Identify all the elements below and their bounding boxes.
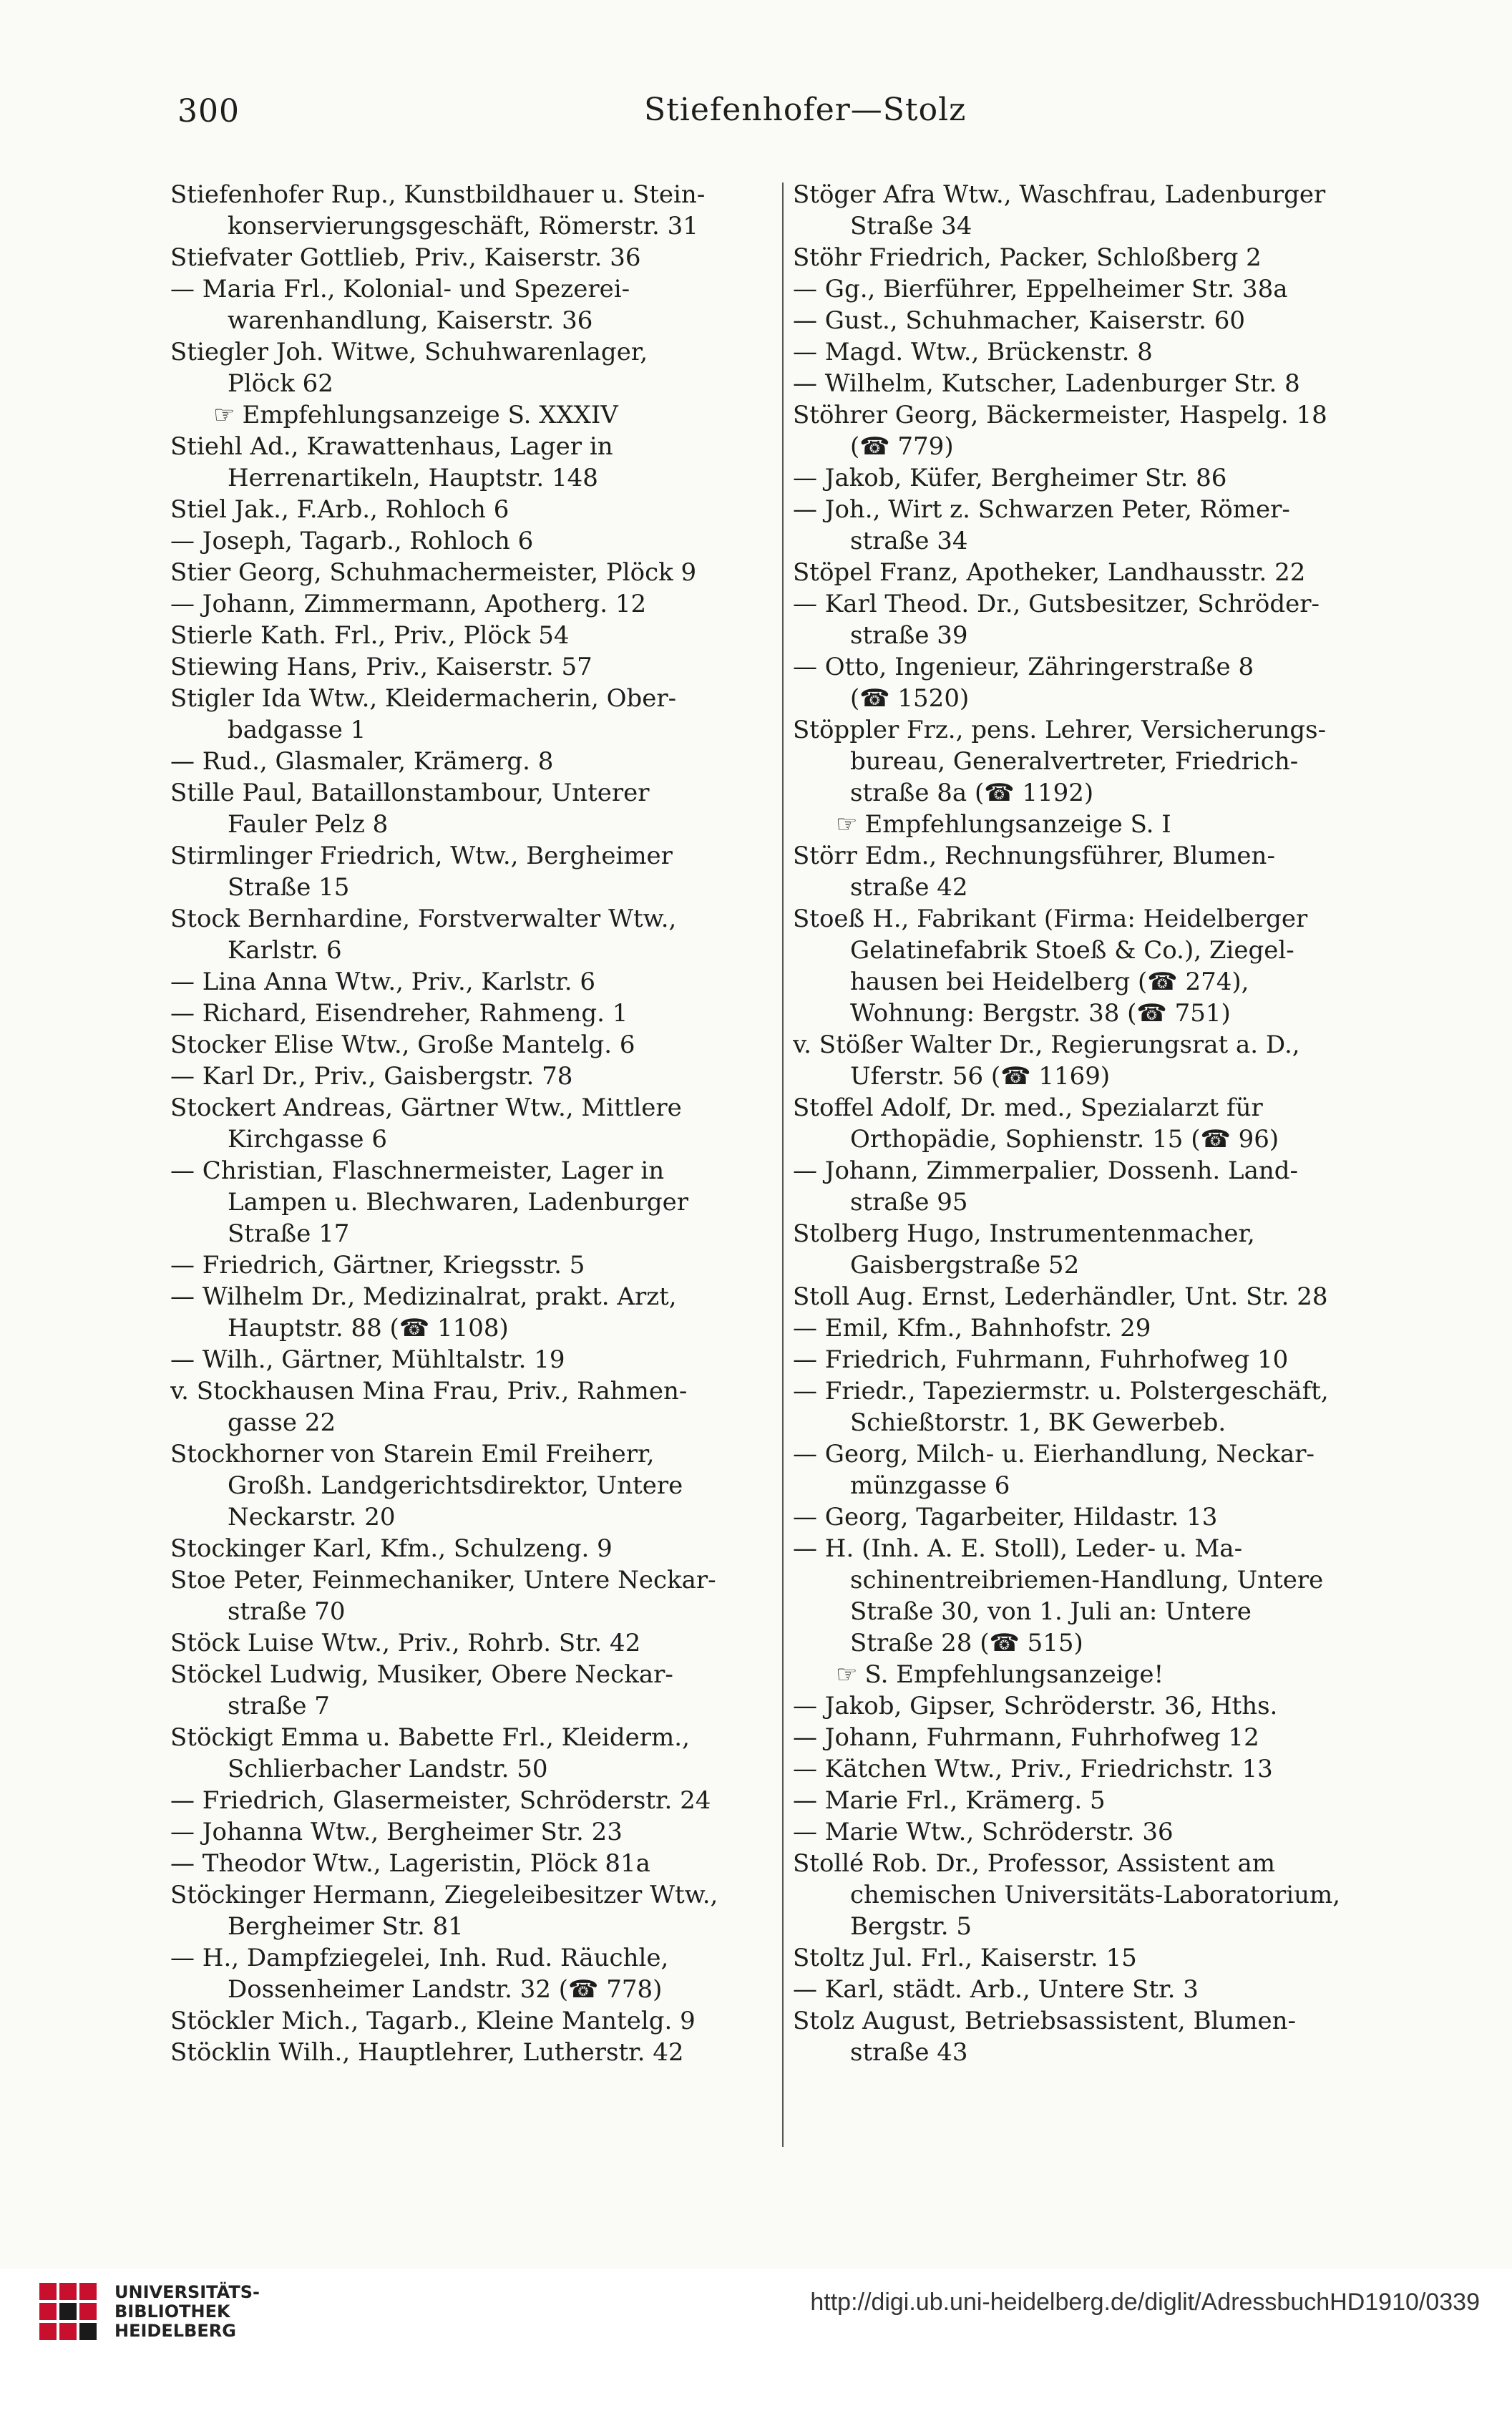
directory-entry-line (793, 399, 1398, 431)
directory-entry-line (170, 809, 775, 840)
entry-text: — Jakob, Gipser, Schröderstr. 36, Hths. (793, 1692, 1278, 1720)
directory-entry-line (793, 966, 1398, 998)
entry-text: Straße 15 (228, 873, 350, 902)
directory-entry-line (170, 1722, 775, 1753)
entry-text: Stiegler Joh. Witwe, Schuhwarenlager, (170, 338, 648, 366)
entry-text: — Joseph, Tagarb., Rohloch 6 (170, 527, 534, 555)
directory-entry-line (170, 1344, 775, 1375)
source-url-link[interactable]: http://digi.ub.uni-heidelberg.de/diglit/AdressbuchHD1910/0339 (810, 2289, 1480, 2316)
library-name-line: HEIDELBERG (114, 2321, 236, 2341)
entry-text: Stigler Ida Wtw., Kleidermacherin, Ober- (170, 684, 677, 713)
entry-text: — Georg, Milch- u. Eierhandlung, Neckar- (793, 1440, 1315, 1468)
entry-text: Stoeß H., Fabrikant (Firma: Heidelberger (793, 905, 1308, 933)
directory-entry-line (793, 1596, 1398, 1627)
directory-entry-line (170, 935, 775, 966)
entry-text: — Friedrich, Glasermeister, Schröderstr. 24 (170, 1786, 711, 1815)
entry-text: straße 8a (☎ 1192) (850, 779, 1094, 807)
directory-entry-line (170, 777, 775, 809)
entry-text: Empfehlungsanzeige S. I (864, 810, 1171, 839)
directory-entry-line (170, 1218, 775, 1249)
directory-entry-line (170, 1092, 775, 1124)
entry-text: — Richard, Eisendreher, Rahmeng. 1 (170, 999, 628, 1028)
entry-text: — Otto, Ingenieur, Zähringerstraße 8 (793, 653, 1254, 681)
entry-text: — Lina Anna Wtw., Priv., Karlstr. 6 (170, 968, 596, 996)
directory-entry-line (793, 620, 1398, 651)
entry-text: Stiefenhofer Rup., Kunstbildhauer u. Stein- (170, 180, 706, 209)
page-number: 300 (177, 93, 240, 130)
entry-text: Dossenheimer Landstr. 32 (☎ 778) (228, 1975, 663, 2004)
entry-text: Stierle Kath. Frl., Priv., Plöck 54 (170, 621, 570, 650)
directory-entry-line (793, 1942, 1398, 1974)
entry-text: straße 39 (850, 621, 968, 650)
entry-text: (☎ 779) (850, 432, 954, 461)
entry-text: Stille Paul, Bataillonstambour, Unterer (170, 779, 650, 807)
entry-text: Stocker Elise Wtw., Große Mantelg. 6 (170, 1031, 635, 1059)
entry-text: Stiehl Ad., Krawattenhaus, Lager in (170, 432, 613, 461)
directory-entry-line (170, 1690, 775, 1722)
entry-text: warenhandlung, Kaiserstr. 36 (228, 306, 593, 335)
directory-entry-line (170, 210, 775, 242)
directory-entry-line (793, 1249, 1398, 1281)
entry-text: Stirmlinger Friedrich, Wtw., Bergheimer (170, 842, 673, 870)
entry-text: Stollé Rob. Dr., Professor, Assistent am (793, 1849, 1275, 1878)
directory-entry-line (170, 1785, 775, 1816)
directory-entry-line (170, 1848, 775, 1879)
directory-entry-line (793, 1218, 1398, 1249)
entry-text: — Maria Frl., Kolonial- und Spezerei- (170, 275, 630, 303)
entry-text: straße 7 (228, 1692, 330, 1720)
column-divider (782, 182, 784, 2147)
directory-entry-line (793, 714, 1398, 746)
entry-text: Stolberg Hugo, Instrumentenmacher, (793, 1219, 1255, 1248)
directory-entry-line (170, 1596, 775, 1627)
entry-text: — Friedrich, Fuhrmann, Fuhrhofweg 10 (793, 1345, 1289, 1374)
entry-text: (☎ 1520) (850, 684, 970, 713)
entry-text: Orthopädie, Sophienstr. 15 (☎ 96) (850, 1125, 1279, 1154)
directory-entry-line (793, 431, 1398, 462)
entry-text: v. Stockhausen Mina Frau, Priv., Rahmen- (170, 1377, 688, 1406)
entry-text: — Gust., Schuhmacher, Kaiserstr. 60 (793, 306, 1246, 335)
directory-entry-line (170, 2005, 775, 2037)
entry-text: Stiefvater Gottlieb, Priv., Kaiserstr. 36 (170, 243, 641, 272)
entry-text: — Wilhelm Dr., Medizinalrat, prakt. Arzt, (170, 1282, 677, 1311)
directory-entry-line (170, 1501, 775, 1533)
directory-entry-line (793, 903, 1398, 935)
directory-entry-line (793, 1470, 1398, 1501)
directory-entry-line (170, 1470, 775, 1501)
entry-text: gasse 22 (228, 1408, 336, 1437)
entry-text: Stöhr Friedrich, Packer, Schloßberg 2 (793, 243, 1262, 272)
entry-text: — Marie Wtw., Schröderstr. 36 (793, 1818, 1174, 1846)
directory-entry-line (170, 1155, 775, 1187)
entry-text: Plöck 62 (228, 369, 333, 398)
entry-text: Bergstr. 5 (850, 1912, 972, 1941)
directory-entry-line (170, 1281, 775, 1312)
entry-text: Stier Georg, Schuhmachermeister, Plöck 9 (170, 558, 697, 587)
directory-entry-line (793, 1974, 1398, 2005)
directory-entry-line (793, 273, 1398, 305)
directory-entry-line (170, 1407, 775, 1438)
entry-text: straße 34 (850, 527, 968, 555)
entry-text: Stöpel Franz, Apotheker, Landhausstr. 22 (793, 558, 1306, 587)
entry-text: Stock Bernhardine, Forstverwalter Wtw., (170, 905, 677, 933)
directory-entry-line (170, 242, 775, 273)
entry-text: S. Empfehlungsanzeige! (864, 1660, 1164, 1689)
directory-entry-line (170, 998, 775, 1029)
entry-text: — H. (Inh. A. E. Stoll), Leder- u. Ma- (793, 1534, 1243, 1563)
directory-entry-line (793, 1564, 1398, 1596)
library-name-line: BIBLIOTHEK (114, 2301, 230, 2322)
directory-entry-line (170, 1249, 775, 1281)
directory-entry-line (170, 1061, 775, 1092)
left-column (170, 179, 775, 2068)
directory-entry-line (170, 1312, 775, 1344)
directory-entry-line (170, 1533, 775, 1564)
entry-text: Stöckel Ludwig, Musiker, Obere Neckar- (170, 1660, 673, 1689)
directory-entry-line (170, 872, 775, 903)
directory-entry-line (793, 1281, 1398, 1312)
directory-entry-line (793, 683, 1398, 714)
directory-entry-line (170, 368, 775, 399)
entry-text: — Karl Dr., Priv., Gaisbergstr. 78 (170, 1062, 573, 1091)
directory-entry-line (793, 336, 1398, 368)
entry-text: — Johann, Fuhrmann, Fuhrhofweg 12 (793, 1723, 1259, 1752)
entry-text: — Friedr., Tapeziermstr. u. Polstergeschäft, (793, 1377, 1329, 1406)
entry-text: Wohnung: Bergstr. 38 (☎ 751) (850, 999, 1231, 1028)
directory-entry-line (170, 431, 775, 462)
entry-text: v. Stößer Walter Dr., Regierungsrat a. D., (793, 1031, 1300, 1059)
directory-entry-line (793, 1816, 1398, 1848)
directory-entry-line (793, 525, 1398, 557)
directory-entry-line (170, 462, 775, 494)
directory-entry-line (793, 651, 1398, 683)
directory-entry-line (170, 1816, 775, 1848)
advertisement-notice (793, 809, 1398, 840)
entry-text: — Johann, Zimmerpalier, Dossenh. Land- (793, 1156, 1299, 1185)
directory-entry-line (170, 1029, 775, 1061)
entry-text: Gaisbergstraße 52 (850, 1251, 1080, 1280)
entry-text: Hauptstr. 88 (☎ 1108) (228, 1314, 509, 1343)
directory-entry-line (170, 1942, 775, 1974)
entry-text: — Magd. Wtw., Brückenstr. 8 (793, 338, 1153, 366)
entry-text: — Christian, Flaschnermeister, Lager in (170, 1156, 665, 1185)
directory-entry-line (793, 1061, 1398, 1092)
entry-text: Stöckigt Emma u. Babette Frl., Kleiderm., (170, 1723, 690, 1752)
entry-text: Schlierbacher Landstr. 50 (228, 1755, 548, 1783)
entry-text: — Georg, Tagarbeiter, Hildastr. 13 (793, 1503, 1218, 1531)
directory-entry-line (170, 1375, 775, 1407)
entry-text: Stolz August, Betriebsassistent, Blumen- (793, 2007, 1297, 2035)
entry-text: Stoll Aug. Ernst, Lederhändler, Unt. Str. 28 (793, 1282, 1328, 1311)
entry-text: Stöger Afra Wtw., Waschfrau, Ladenburger (793, 180, 1326, 209)
entry-text: Straße 17 (228, 1219, 350, 1248)
directory-entry-line (170, 1911, 775, 1942)
entry-text: Stiewing Hans, Priv., Kaiserstr. 57 (170, 653, 592, 681)
pointing-hand-icon: ☞ (213, 401, 235, 429)
entry-text: — Emil, Kfm., Bahnhofstr. 29 (793, 1314, 1151, 1343)
entry-text: straße 42 (850, 873, 968, 902)
entry-text: Fauler Pelz 8 (228, 810, 389, 839)
entry-text: straße 43 (850, 2038, 968, 2067)
directory-entry-line (170, 746, 775, 777)
entry-text: — Jakob, Küfer, Bergheimer Str. 86 (793, 464, 1227, 492)
directory-entry-line (170, 494, 775, 525)
directory-entry-line (793, 557, 1398, 588)
directory-entry-line (793, 1722, 1398, 1753)
directory-entry-line (793, 935, 1398, 966)
entry-text: — H., Dampfziegelei, Inh. Rud. Räuchle, (170, 1944, 669, 1972)
directory-entry-line (793, 1533, 1398, 1564)
entry-text: — Karl, städt. Arb., Untere Str. 3 (793, 1975, 1199, 2004)
directory-entry-line (793, 777, 1398, 809)
directory-entry-line (793, 2005, 1398, 2037)
directory-entry-line (793, 1879, 1398, 1911)
library-name (114, 2283, 260, 2341)
entry-text: — Theodor Wtw., Lageristin, Plöck 81a (170, 1849, 650, 1878)
directory-entry-line (170, 179, 775, 210)
directory-entry-line (793, 1187, 1398, 1218)
directory-entry-line (170, 557, 775, 588)
entry-text: Stöckler Mich., Tagarb., Kleine Mantelg. 9 (170, 2007, 696, 2035)
directory-entry-line (793, 1911, 1398, 1942)
directory-entry-line (793, 1375, 1398, 1407)
entry-text: — Rud., Glasmaler, Krämerg. 8 (170, 747, 554, 776)
directory-entry-line (793, 1785, 1398, 1816)
entry-text: münzgasse 6 (850, 1471, 1010, 1500)
directory-entry-line (170, 620, 775, 651)
directory-entry-line (793, 1029, 1398, 1061)
directory-entry-line (170, 714, 775, 746)
directory-entry-line (793, 1753, 1398, 1785)
entry-text: Straße 34 (850, 212, 972, 240)
library-logo-icon (39, 2283, 97, 2340)
directory-entry-line (170, 1187, 775, 1218)
directory-entry-line (170, 588, 775, 620)
entry-text: Herrenartikeln, Hauptstr. 148 (228, 464, 598, 492)
pointing-hand-icon: ☞ (836, 810, 858, 839)
entry-text: Stöppler Frz., pens. Lehrer, Versicherungs- (793, 716, 1327, 744)
entry-text: — Karl Theod. Dr., Gutsbesitzer, Schröder- (793, 590, 1320, 618)
entry-text: Großh. Landgerichtsdirektor, Untere (228, 1471, 683, 1500)
directory-entry-line (170, 273, 775, 305)
directory-entry-line (793, 746, 1398, 777)
entry-text: Stiel Jak., F.Arb., Rohloch 6 (170, 495, 509, 524)
directory-entry-line (170, 2037, 775, 2068)
entry-text: Stoffel Adolf, Dr. med., Spezialarzt für (793, 1093, 1263, 1122)
entry-text: Stockhorner von Starein Emil Freiherr, (170, 1440, 655, 1468)
entry-text: Karlstr. 6 (228, 936, 342, 965)
advertisement-notice (793, 1659, 1398, 1690)
directory-entry-line (170, 651, 775, 683)
directory-entry-line (170, 1659, 775, 1690)
directory-entry-line (793, 179, 1398, 210)
directory-entry-line (793, 1344, 1398, 1375)
directory-entry-line (793, 1438, 1398, 1470)
directory-entry-line (170, 683, 775, 714)
entry-text: Stoltz Jul. Frl., Kaiserstr. 15 (793, 1944, 1137, 1972)
directory-entry-line (793, 998, 1398, 1029)
entry-text: badgasse 1 (228, 716, 366, 744)
directory-entry-line (793, 462, 1398, 494)
entry-text: — Joh., Wirt z. Schwarzen Peter, Römer- (793, 495, 1290, 524)
directory-entry-line (170, 1974, 775, 2005)
entry-text: Stockert Andreas, Gärtner Wtw., Mittlere (170, 1093, 682, 1122)
entry-text: Straße 28 (☎ 515) (850, 1629, 1083, 1657)
entry-text: konservierungsgeschäft, Römerstr. 31 (228, 212, 698, 240)
directory-entry-line (170, 903, 775, 935)
entry-text: bureau, Generalvertreter, Friedrich- (850, 747, 1299, 776)
entry-text: — Wilh., Gärtner, Mühltalstr. 19 (170, 1345, 565, 1374)
entry-text: — Johann, Zimmermann, Apotherg. 12 (170, 590, 647, 618)
entry-text: Stockinger Karl, Kfm., Schulzeng. 9 (170, 1534, 613, 1563)
directory-entry-line (793, 1690, 1398, 1722)
directory-entry-line (793, 1092, 1398, 1124)
directory-entry-line (170, 336, 775, 368)
entry-text: Störr Edm., Rechnungsführer, Blumen- (793, 842, 1275, 870)
entry-text: hausen bei Heidelberg (☎ 274), (850, 968, 1249, 996)
directory-entry-line (793, 368, 1398, 399)
directory-entry-line (170, 525, 775, 557)
directory-entry-line (793, 1848, 1398, 1879)
directory-entry-line (793, 1155, 1398, 1187)
entry-text: — Kätchen Wtw., Priv., Friedrichstr. 13 (793, 1755, 1273, 1783)
entry-text: Stöhrer Georg, Bäckermeister, Haspelg. 18 (793, 401, 1327, 429)
entry-text: — Wilhelm, Kutscher, Ladenburger Str. 8 (793, 369, 1300, 398)
entry-text: — Marie Frl., Krämerg. 5 (793, 1786, 1106, 1815)
directory-entry-line (793, 1312, 1398, 1344)
directory-entry-line (170, 1627, 775, 1659)
advertisement-notice (170, 399, 775, 431)
entry-text: — Johanna Wtw., Bergheimer Str. 23 (170, 1818, 623, 1846)
directory-entry-line (793, 1407, 1398, 1438)
directory-entry-line (170, 1879, 775, 1911)
entry-text: Stöcklin Wilh., Hauptlehrer, Lutherstr. 42 (170, 2038, 684, 2067)
directory-entry-line (170, 1438, 775, 1470)
entry-text: chemischen Universitäts-Laboratorium, (850, 1881, 1341, 1909)
entry-text: Bergheimer Str. 81 (228, 1912, 464, 1941)
directory-entry-line (793, 1124, 1398, 1155)
directory-entry-line (793, 305, 1398, 336)
entry-text: Straße 30, von 1. Juli an: Untere (850, 1597, 1252, 1626)
directory-entry-line (793, 242, 1398, 273)
directory-entry-line (793, 872, 1398, 903)
entry-text: Schießtorstr. 1, BK Gewerbeb. (850, 1408, 1226, 1437)
entry-text: straße 95 (850, 1188, 968, 1217)
directory-entry-line (793, 840, 1398, 872)
entry-text: Stoe Peter, Feinmechaniker, Untere Neckar- (170, 1566, 716, 1594)
right-column (793, 179, 1398, 2068)
entry-text: Lampen u. Blechwaren, Ladenburger (228, 1188, 689, 1217)
entry-text: Uferstr. 56 (☎ 1169) (850, 1062, 1111, 1091)
entry-text: — Gg., Bierführer, Eppelheimer Str. 38a (793, 275, 1288, 303)
directory-entry-line (170, 1124, 775, 1155)
directory-entry-line (170, 1753, 775, 1785)
entry-text: Stöckinger Hermann, Ziegeleibesitzer Wtw., (170, 1881, 718, 1909)
entry-text: Neckarstr. 20 (228, 1503, 396, 1531)
directory-entry-line (793, 588, 1398, 620)
running-head: Stiefenhofer—Stolz (644, 92, 967, 128)
entry-text: Gelatinefabrik Stoeß & Co.), Ziegel- (850, 936, 1294, 965)
entry-text: straße 70 (228, 1597, 346, 1626)
directory-entry-line (793, 210, 1398, 242)
entry-text: Kirchgasse 6 (228, 1125, 387, 1154)
directory-entry-line (793, 2037, 1398, 2068)
directory-entry-line (793, 1627, 1398, 1659)
directory-entry-line (170, 1564, 775, 1596)
directory-entry-line (170, 966, 775, 998)
entry-text: Stöck Luise Wtw., Priv., Rohrb. Str. 42 (170, 1629, 641, 1657)
directory-entry-line (793, 494, 1398, 525)
pointing-hand-icon: ☞ (836, 1660, 858, 1689)
directory-entry-line (170, 305, 775, 336)
entry-text: Empfehlungsanzeige S. XXXIV (242, 401, 618, 429)
entry-text: — Friedrich, Gärtner, Kriegsstr. 5 (170, 1251, 585, 1280)
directory-entry-line (793, 1501, 1398, 1533)
library-name-line: UNIVERSITÄTS- (114, 2282, 260, 2302)
entry-text: schinentreibriemen-Handlung, Untere (850, 1566, 1324, 1594)
directory-entry-line (170, 840, 775, 872)
